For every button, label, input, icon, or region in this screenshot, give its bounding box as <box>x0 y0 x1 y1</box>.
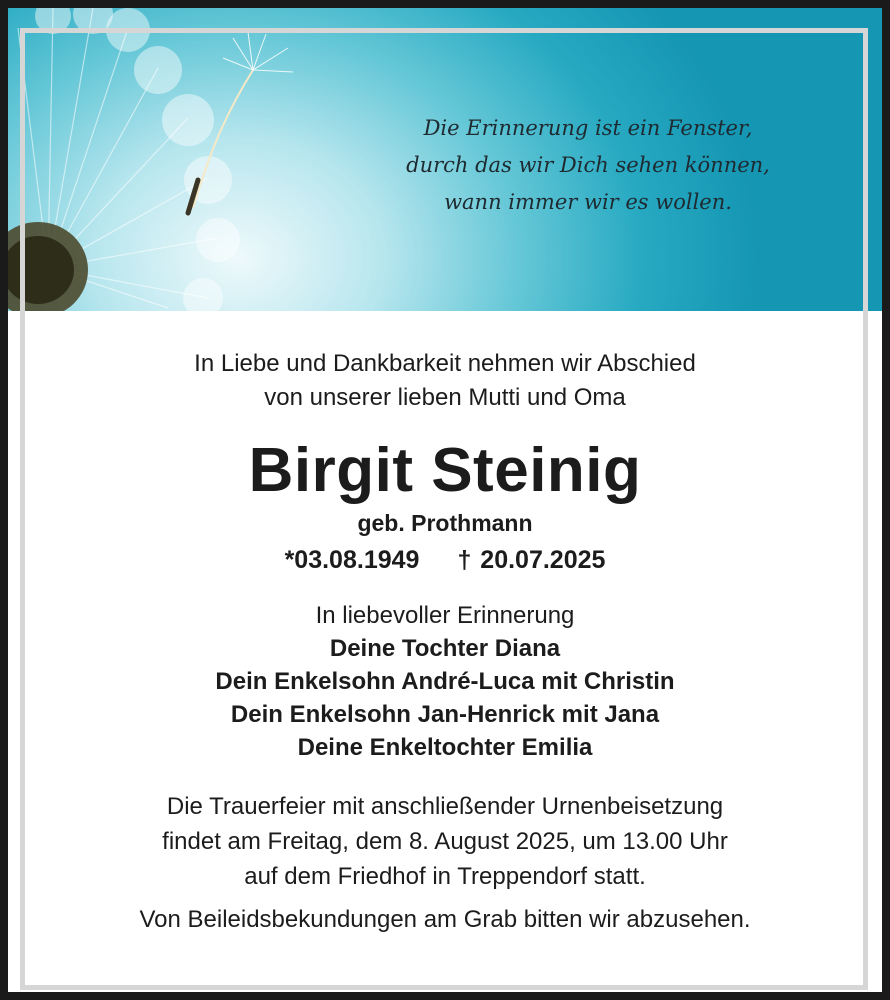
obituary-text <box>8 311 882 937</box>
intro-line: In Liebe und Dankbarkeit nehmen wir Abschied <box>194 350 696 377</box>
life-dates <box>8 543 882 577</box>
header-banner <box>8 8 882 311</box>
quote-line: Die Erinnerung ist ein Fenster, <box>423 116 753 140</box>
maiden-name: geb. Prothmann <box>357 510 533 536</box>
mourner-name: Dein Enkelsohn Jan-Henrick mit Jana <box>230 701 660 728</box>
service-line: findet am Freitag, dem 8. August 2025, um 13.00 Uhr <box>162 828 728 855</box>
obituary-card <box>8 8 882 992</box>
service-info <box>8 789 882 894</box>
mourner-name: Dein Enkelsohn André-Luca mit Christin <box>215 668 675 695</box>
mourners-list <box>8 632 882 764</box>
intro-text <box>8 347 882 415</box>
mourners-heading: In liebevoller Erinnerung <box>315 602 575 629</box>
death-date: † 20.07.2025 <box>457 546 606 574</box>
quote-line: wann immer wir es wollen. <box>444 190 732 214</box>
service-line: auf dem Friedhof in Treppendorf statt. <box>244 863 646 890</box>
intro-line: von unserer lieben Mutti und Oma <box>264 384 626 411</box>
mourner-name: Deine Enkeltochter Emilia <box>297 734 593 761</box>
deceased-name: Birgit Steinig <box>248 436 642 505</box>
quote-line: durch das wir Dich sehen können, <box>406 153 770 177</box>
memorial-quote <box>388 110 788 221</box>
condolence-note: Von Beileidsbekundungen am Grab bitten wir abzusehen. <box>139 906 751 933</box>
mourner-name: Deine Tochter Diana <box>329 635 561 662</box>
birth-date: *03.08.1949 <box>284 546 420 574</box>
service-line: Die Trauerfeier mit anschließender Urnenbeisetzung <box>166 793 724 820</box>
